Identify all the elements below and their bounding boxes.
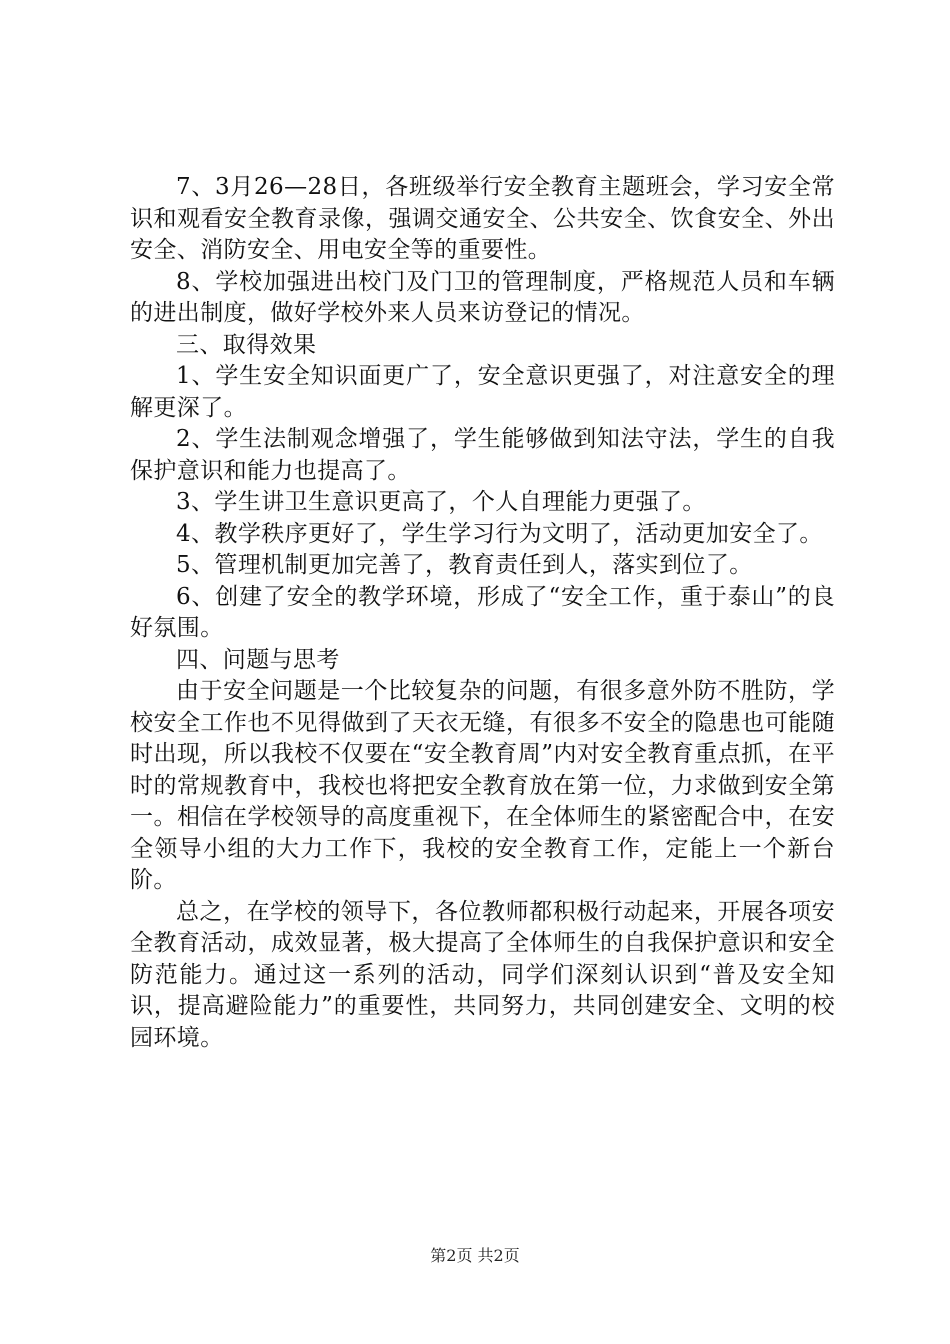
page-number-footer: 第2页 共2页 [430, 1246, 520, 1265]
conclusion-paragraph: 总之，在学校的领导下，各位教师都积极行动起来，开展各项安全教育活动，成效显著，极大提高了全体师生的自我保护意识和安全防范能力。通过这一系列的活动，同学们深刻认识到“普及安全知识，提高避险能力”的重要性，共同努力，共同创建安全、文明的校园环境。 [130, 898, 835, 1051]
document-body [130, 172, 835, 1054]
result-item-6: 6、创建了安全的教学环境，形成了“安全工作，重于泰山”的良好氛围。 [130, 583, 835, 641]
paragraph-item-8: 8、学校加强进出校门及门卫的管理制度，严格规范人员和车辆的进出制度，做好学校外来人员来访登记的情况。 [130, 268, 835, 326]
result-item-3: 3、学生讲卫生意识更高了，个人自理能力更强了。 [176, 489, 706, 515]
section-heading-results: 三、取得效果 [176, 331, 317, 358]
result-item-1: 1、学生安全知识面更广了，安全意识更强了，对注意安全的理解更深了。 [130, 363, 835, 421]
paragraph-item-7: 7、3月26—28日，各班级举行安全教育主题班会，学习安全常识和观看安全教育录像，强调交通安全、公共安全、饮食安全、外出安全、消防安全、用电安全等的重要性。 [130, 174, 835, 263]
section-heading-problems: 四、问题与思考 [176, 646, 340, 673]
result-item-2: 2、学生法制观念增强了，学生能够做到知法守法，学生的自我保护意识和能力也提高了。 [130, 426, 835, 484]
result-item-4: 4、教学秩序更好了，学生学习行为文明了，活动更加安全了。 [176, 520, 823, 547]
result-item-5: 5、管理机制更加完善了，教育责任到人，落实到位了。 [176, 552, 753, 578]
problems-paragraph: 由于安全问题是一个比较复杂的问题，有很多意外防不胜防，学校安全工作也不见得做到了天衣无缝，有很多不安全的隐患也可能随时出现，所以我校不仅要在“安全教育周”内对安全教育重点抓，在平时的常规教育中，我校也将把安全教育放在第一位，力求做到安全第一。相信在学校领导的高度重视下，在全体师生的紧密配合中，在安全领导小组的大力工作下，我校的安全教育工作，定能上一个新台阶。 [130, 678, 835, 893]
